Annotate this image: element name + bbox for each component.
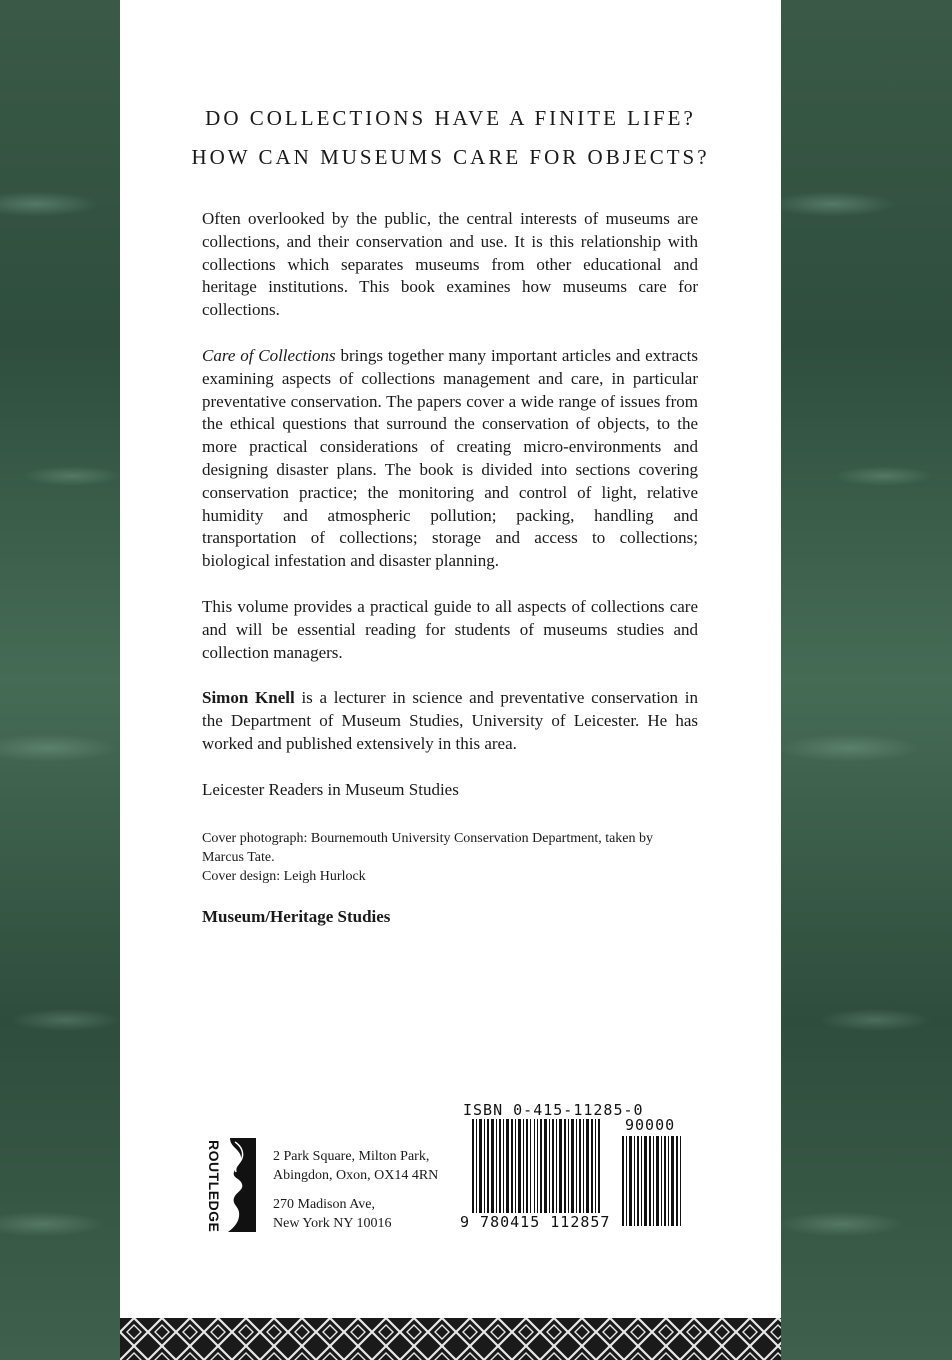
design-credit: Cover design: Leigh Hurlock xyxy=(202,869,366,884)
blurb-paragraph-2-text: brings together many important articles and extracts examining aspects of collections management and care, in particular preventative conservation. The papers cover a wide range of issues from the ethical questions that surround the conservation of objects, to the more practical considerations of creating micro-environments and designing disaster plans. The book is divided into sections covering conservation practice; the monitoring and control of light, relative humidity and atmospheric pollution; packing, handling and transportation of collections; storage and access to collections; biological infestation and disaster planning. xyxy=(202,345,699,571)
author-name: Simon Knell xyxy=(202,688,295,708)
decorative-bottom-strip xyxy=(120,1318,781,1360)
address-us-line-2: New York NY 10016 xyxy=(273,1216,392,1231)
isbn-number: ISBN 0-415-11285-0 xyxy=(463,1101,644,1119)
author-bio: is a lecturer in science and preventative conservation in the Department of Museum Studies, University of Leicester. He has worked and published extensively in this area. xyxy=(202,688,698,753)
right-green-border xyxy=(781,0,952,1360)
blurb-text xyxy=(202,208,698,825)
routledge-profile-icon xyxy=(226,1138,260,1232)
book-title: Care of Collections xyxy=(202,345,336,365)
address-uk-line-1: 2 Park Square, Milton Park, xyxy=(273,1149,430,1164)
price-code: 90000 xyxy=(625,1116,676,1134)
lattice-pattern-icon xyxy=(120,1318,781,1360)
left-green-border xyxy=(0,0,120,1360)
headline-line-2: HOW CAN MUSEUMS CARE FOR OBJECTS? xyxy=(191,145,710,169)
routledge-logo xyxy=(198,1138,264,1232)
photo-credit: Cover photograph: Bournemouth University Conservation Department, taken by Marcus Tate. xyxy=(202,831,654,865)
ean-digits: 9 780415 112857 xyxy=(460,1213,611,1231)
address-uk-line-2: Abingdon, Oxon, OX14 4RN xyxy=(273,1168,439,1183)
author-paragraph xyxy=(202,687,698,755)
cover-credits xyxy=(202,829,698,886)
blurb-paragraph-3: This volume provides a practical guide to all aspects of collections care and will be essential reading for students of museums studies and collection managers. xyxy=(202,596,698,662)
routledge-wordmark: ROUTLEDGE xyxy=(206,1140,222,1233)
blurb-paragraph-2 xyxy=(202,345,698,573)
addon-barcode xyxy=(622,1136,684,1226)
headline-line-1: DO COLLECTIONS HAVE A FINITE LIFE? xyxy=(205,106,696,130)
address-us-line-1: 270 Madison Ave, xyxy=(273,1197,376,1212)
series-name: Leicester Readers in Museum Studies xyxy=(202,779,459,799)
address-uk xyxy=(273,1147,438,1185)
blurb-paragraph-1: Often overlooked by the public, the central interests of museums are collections, and their conservation and use. It is this relationship with collections which separates museums from other educational and heritage institutions. This book examines how museums care for collections. xyxy=(202,209,698,320)
subject-category: Museum/Heritage Studies xyxy=(202,907,391,926)
address-us xyxy=(273,1195,392,1233)
